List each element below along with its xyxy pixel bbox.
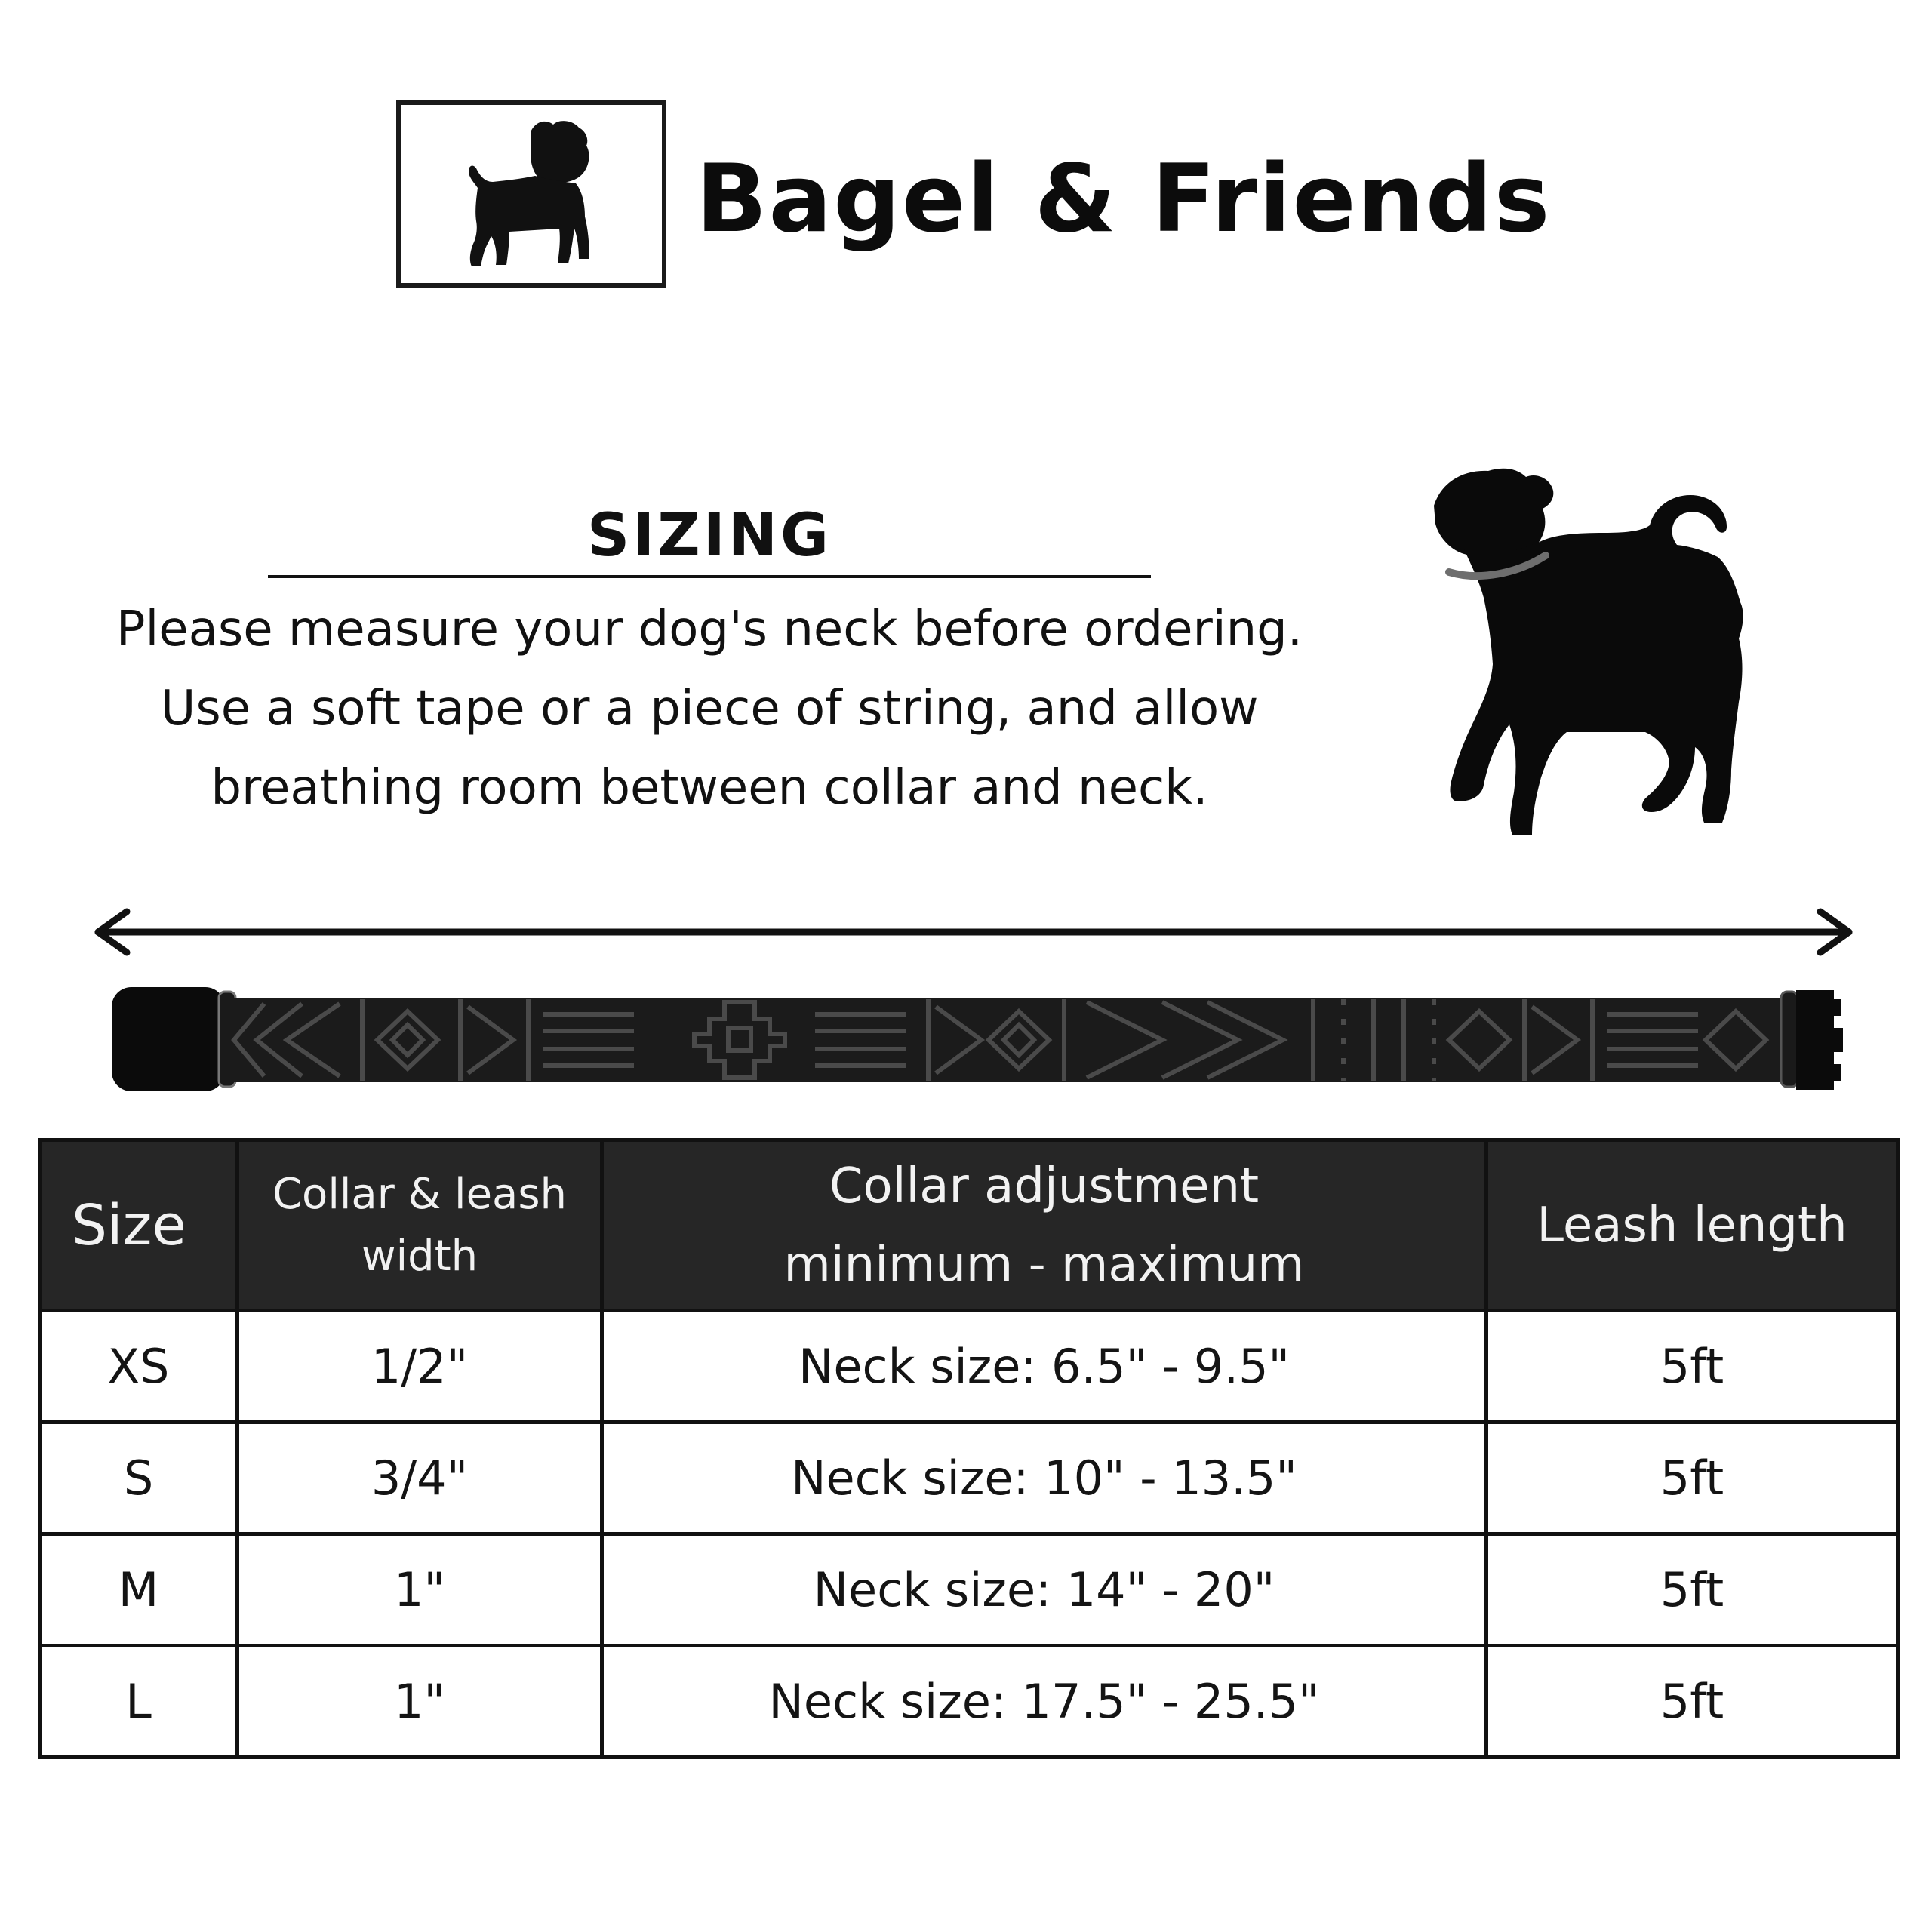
- cell-adjustment: Neck size: 17.5" - 25.5": [602, 1646, 1487, 1758]
- cell-width: 3/4": [238, 1423, 602, 1534]
- cell-size: XS: [40, 1311, 238, 1423]
- patterned-collar-icon: [106, 981, 1849, 1098]
- header-width-line: width: [361, 1231, 478, 1281]
- header-size: Size: [40, 1140, 238, 1311]
- brand-logo: [396, 100, 666, 288]
- cell-leash: 5ft: [1487, 1646, 1898, 1758]
- pug-with-collar-icon: [1419, 460, 1841, 853]
- size-table: [38, 1138, 1900, 1759]
- header-leash-length: Leash length: [1487, 1140, 1898, 1311]
- pug-silhouette-icon: [446, 115, 620, 278]
- instruction-line: Please measure your dog's neck before ordering.: [115, 601, 1303, 657]
- table-row: [40, 1423, 1898, 1534]
- cell-adjustment: Neck size: 14" - 20": [602, 1534, 1487, 1646]
- sizing-title: SIZING: [586, 502, 832, 570]
- header-width: [238, 1140, 602, 1311]
- table-row: [40, 1534, 1898, 1646]
- cell-adjustment: Neck size: 10" - 13.5": [602, 1423, 1487, 1534]
- instruction-line: Use a soft tape or a piece of string, and allow: [160, 681, 1259, 737]
- cell-leash: 5ft: [1487, 1534, 1898, 1646]
- header-width-line: Collar & leash: [272, 1169, 568, 1219]
- brand-header: [392, 97, 1555, 294]
- cell-width: 1": [238, 1534, 602, 1646]
- cell-adjustment: Neck size: 6.5" - 9.5": [602, 1311, 1487, 1423]
- cell-width: 1/2": [238, 1311, 602, 1423]
- cell-size: L: [40, 1646, 238, 1758]
- brand-name: Bagel & Friends: [696, 145, 1552, 254]
- double-headed-arrow-icon: [91, 906, 1857, 958]
- cell-size: M: [40, 1534, 238, 1646]
- cell-size: S: [40, 1423, 238, 1534]
- instruction-line: breathing room between collar and neck.: [211, 760, 1208, 816]
- header-adjustment-line: minimum - maximum: [783, 1236, 1305, 1293]
- table-row: [40, 1311, 1898, 1423]
- cell-leash: 5ft: [1487, 1423, 1898, 1534]
- sizing-divider: [268, 575, 1151, 578]
- header-adjustment-line: Collar adjustment: [829, 1158, 1260, 1214]
- header-adjustment: [602, 1140, 1487, 1311]
- cell-leash: 5ft: [1487, 1311, 1898, 1423]
- table-header-row: [40, 1140, 1898, 1311]
- cell-width: 1": [238, 1646, 602, 1758]
- table-row: [40, 1646, 1898, 1758]
- sizing-instructions: [45, 590, 1374, 828]
